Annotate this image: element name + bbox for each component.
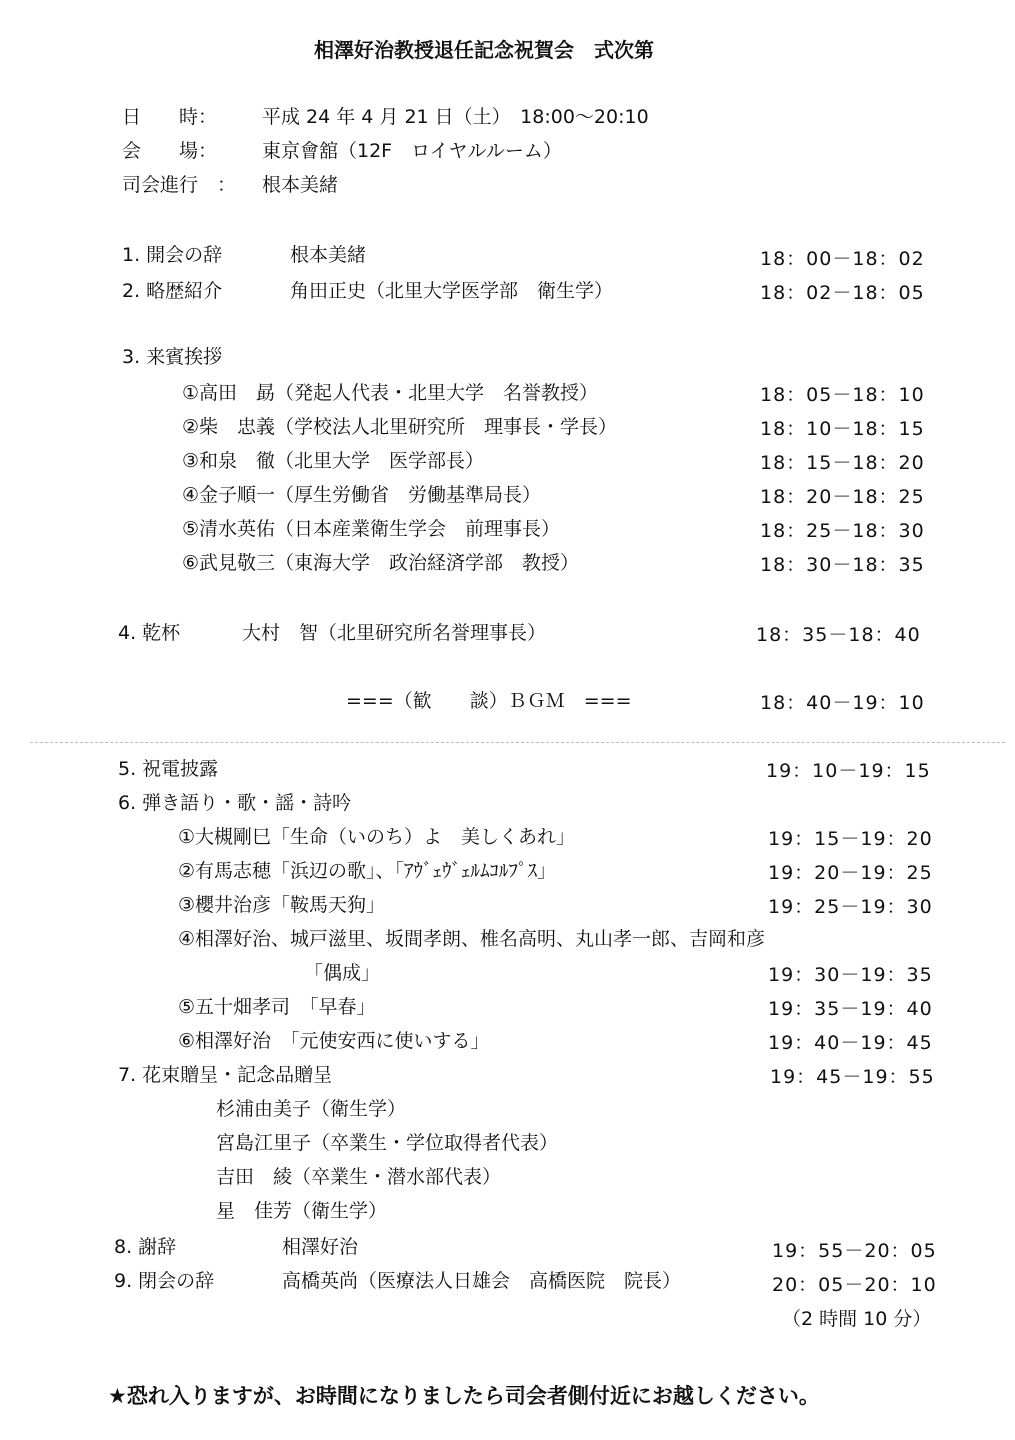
performance-time: 19：40－19：45 <box>768 1032 933 1054</box>
break-time: 18：40－19：10 <box>760 692 925 714</box>
divider <box>30 742 1005 743</box>
venue-value: 東京會舘（12F ロイヤルルーム） <box>262 140 562 162</box>
program-5-label: 5. 祝電披露 <box>118 758 219 780</box>
program-1-label: 1. 開会の辞 <box>122 244 223 266</box>
program-3-label: 3. 来賓挨拶 <box>122 346 223 368</box>
page-title: 相澤好治教授退任記念祝賀会 式次第 <box>314 38 654 62</box>
program-1-time: 18：00－18：02 <box>760 248 925 270</box>
program-6-label: 6. 弾き語り・歌・謡・詩吟 <box>118 792 352 814</box>
mc-label: 司会進行 ： <box>122 174 237 196</box>
guest-speech-time: 18：25－18：30 <box>760 520 925 542</box>
total-duration: （2 時間 10 分） <box>782 1308 932 1330</box>
program-2-label: 2. 略歴紹介 <box>122 280 223 302</box>
presenter-name: 杉浦由美子（衛生学） <box>216 1098 407 1120</box>
program-7-label: 7. 花束贈呈・記念品贈呈 <box>118 1064 333 1086</box>
program-4-label: 4. 乾杯 <box>118 622 181 644</box>
presenter-name: 吉田 綾（卒業生・潜水部代表） <box>216 1166 502 1188</box>
guest-speech-item: ②柴 忠義（学校法人北里研究所 理事長・学長） <box>182 416 618 438</box>
guest-speech-time: 18：15－18：20 <box>760 452 925 474</box>
guest-speech-item: ⑥武見敬三（東海大学 政治経済学部 教授） <box>182 552 580 574</box>
program-8-person: 相澤好治 <box>282 1236 359 1258</box>
presenter-name: 宮島江里子（卒業生・学位取得者代表） <box>216 1132 559 1154</box>
guest-speech-time: 18：30－18：35 <box>760 554 925 576</box>
performance-item: ①大槻剛巳「生命（いのち）よ 美しくあれ」 <box>178 826 576 848</box>
performance-item: 「偶成」 <box>304 962 381 984</box>
program-1-person: 根本美緒 <box>290 244 367 266</box>
guest-speech-item: ③和泉 徹（北里大学 医学部長） <box>182 450 485 472</box>
performance-item: ⑥相澤好治 「元使安西に使いする」 <box>178 1030 490 1052</box>
program-9-person: 高橋英尚（医療法人日雄会 高橋医院 院長） <box>282 1270 682 1292</box>
performance-item: ③櫻井治彦「鞍馬天狗」 <box>178 894 386 916</box>
footer-note: ★恐れ入りますが、お時間になりましたら司会者側付近にお越しください。 <box>108 1384 820 1408</box>
performance-time: 19：15－19：20 <box>768 828 933 850</box>
performance-item: ⑤五十畑孝司 「早春」 <box>178 996 376 1018</box>
performance-item: ②有馬志穂「浜辺の歌」、「ｱｳﾞｪｳﾞｪﾙﾑｺﾙﾌﾟｽ」 <box>178 860 557 882</box>
date-value: 平成 24 年 4 月 21 日（土） 18:00～20:10 <box>262 106 649 128</box>
presenter-name: 星 佳芳（衛生学） <box>216 1200 388 1222</box>
program-4-time: 18：35－18：40 <box>756 624 921 646</box>
program-5-time: 19：10－19：15 <box>766 760 931 782</box>
program-7-time: 19：45－19：55 <box>770 1066 935 1088</box>
venue-label: 会 場： <box>122 140 218 162</box>
guest-speech-item: ④金子順一（厚生労働省 労働基準局長） <box>182 484 542 506</box>
guest-speech-time: 18：05－18：10 <box>760 384 925 406</box>
mc-value: 根本美緒 <box>262 174 339 196</box>
performance-time: 19：35－19：40 <box>768 998 933 1020</box>
performance-time: 19：25－19：30 <box>768 896 933 918</box>
break-text: ===（歓 談）ＢＧＭ === <box>346 690 632 712</box>
program-2-person: 角田正史（北里大学医学部 衛生学） <box>290 280 614 302</box>
performance-item: ④相澤好治、城戸滋里、坂間孝朗、椎名高明、丸山孝一郎、吉岡和彦 <box>178 928 766 950</box>
guest-speech-item: ⑤清水英佑（日本産業衛生学会 前理事長） <box>182 518 561 540</box>
guest-speech-item: ①高田 勗（発起人代表・北里大学 名誉教授） <box>182 382 599 404</box>
program-8-label: 8. 謝辞 <box>114 1236 177 1258</box>
program-9-label: 9. 閉会の辞 <box>114 1270 215 1292</box>
date-label: 日 時： <box>122 106 218 128</box>
guest-speech-time: 18：20－18：25 <box>760 486 925 508</box>
performance-time: 19：30－19：35 <box>768 964 933 986</box>
guest-speech-time: 18：10－18：15 <box>760 418 925 440</box>
program-8-time: 19：55－20：05 <box>772 1240 937 1262</box>
program-4-person: 大村 智（北里研究所名誉理事長） <box>242 622 547 644</box>
program-2-time: 18：02－18：05 <box>760 282 925 304</box>
program-9-time: 20：05－20：10 <box>772 1274 937 1296</box>
performance-time: 19：20－19：25 <box>768 862 933 884</box>
